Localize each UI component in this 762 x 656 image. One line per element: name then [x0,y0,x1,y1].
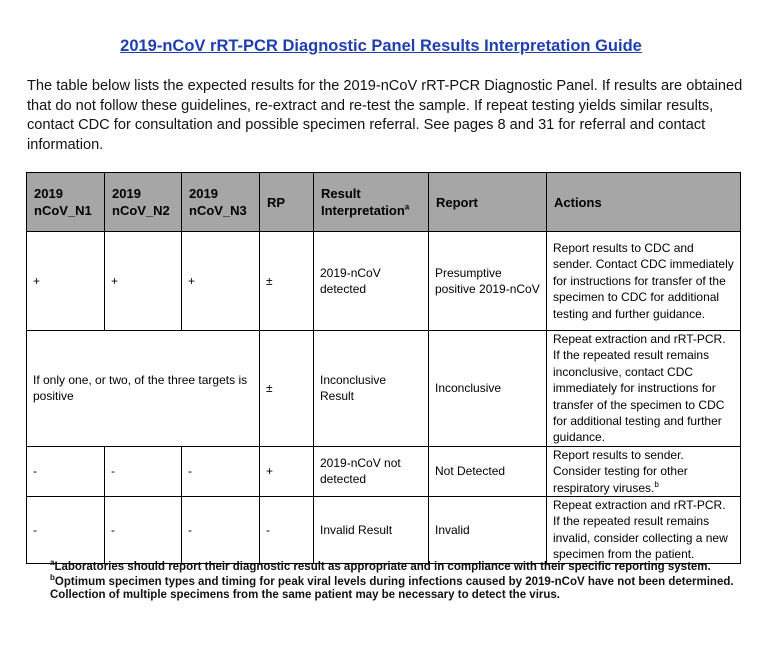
cell-report: Inconclusive [429,331,547,447]
cell-n3: + [182,232,260,331]
results-interpretation-table [26,172,741,564]
table-row [27,446,741,496]
cell-actions [547,446,741,496]
cell-rp: ± [260,232,314,331]
page-title: 2019-nCoV rRT-PCR Diagnostic Panel Results Interpretation Guide [120,37,642,55]
header-report: Report [429,173,547,232]
footnote-a-marker: a [404,202,410,212]
cell-interpretation: 2019-nCoV detected [314,232,429,331]
cell-actions: Repeat extraction and rRT-PCR. If the repeated result remains inconclusive, contact CDC immediately for instructions for transfer of the specimen to CDC for additional testing and further guidance. [547,331,741,447]
header-n1: 2019 nCoV_N1 [27,173,105,232]
footnote-a [50,558,740,574]
cell-merged-targets: If only one, or two, of the three targets is positive [27,331,260,447]
table-row [27,232,741,331]
cell-actions-text: Report results to sender. Consider testing for other respiratory viruses. [553,447,688,495]
header-rp: RP [260,173,314,232]
table-row [27,331,741,447]
cell-n2: - [105,446,182,496]
cell-n2: + [105,232,182,331]
cell-report: Invalid [429,497,547,564]
header-result-interpretation [314,173,429,232]
cell-actions: Repeat extraction and rRT-PCR. If the repeated result remains invalid, consider collecting a new specimen from the patient. [547,497,741,564]
cell-n1: - [27,497,105,564]
footnote-b-mark: b [50,573,55,583]
cell-interpretation: Inconclusive Result [314,331,429,447]
cell-rp: ± [260,331,314,447]
footnotes [50,558,740,602]
table-header-row [27,173,741,232]
cell-report: Presumptive positive 2019-nCoV [429,232,547,331]
footnote-b [50,573,740,602]
cell-interpretation: Invalid Result [314,497,429,564]
footnote-b-marker: b [654,479,659,489]
header-n2: 2019 nCoV_N2 [105,173,182,232]
cell-n2: - [105,497,182,564]
cell-n1: - [27,446,105,496]
header-actions: Actions [547,173,741,232]
table-row [27,497,741,564]
footnote-a-text: Laboratories should report their diagnostic result as appropriate and in compliance with their specific reporting system. [54,561,711,573]
cell-actions: Report results to CDC and sender. Contact CDC immediately for instructions for transfer of the specimen to CDC for additional testing and further guidance. [547,232,741,331]
cell-n1: + [27,232,105,331]
cell-n3: - [182,446,260,496]
cell-report: Not Detected [429,446,547,496]
intro-paragraph: The table below lists the expected results for the 2019-nCoV rRT-PCR Diagnostic Panel. If results are obtained that do not follow these guidelines, re-extract and re-test the sample. If repeat testing yields similar results, contact CDC for consultation and possible specimen referral. See pages 8 and 31 for referral and contact information. [27,78,743,153]
header-n3: 2019 nCoV_N3 [182,173,260,232]
header-result-interpretation-label: Result Interpretation [321,186,405,218]
cell-rp: - [260,497,314,564]
cell-rp: + [260,446,314,496]
cell-n3: - [182,497,260,564]
footnote-a-mark: a [50,558,55,568]
cell-interpretation: 2019-nCoV not detected [314,446,429,496]
footnote-b-text: Optimum specimen types and timing for peak viral levels during infections caused by 2019-nCoV have not been determined. Collection of multiple specimens from the same patient may be necessary to detect the virus. [50,576,734,601]
